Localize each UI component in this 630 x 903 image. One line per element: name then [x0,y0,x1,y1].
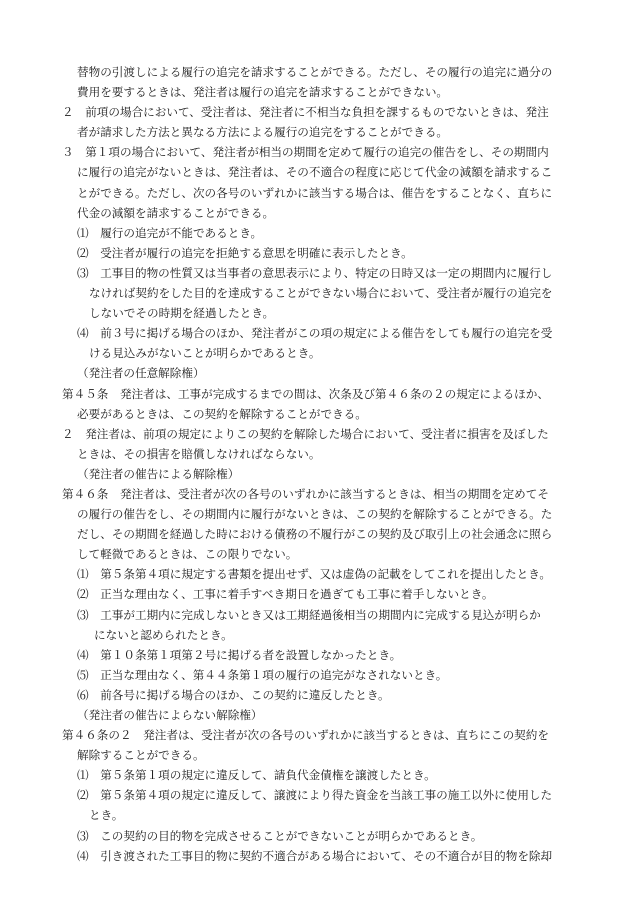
text-line: ときは、その損害を賠償しなければならない。 [77,446,321,461]
text-line: だし、その期間を経過した時における債務の不履行がこの契約及び取引上の社会通念に照ら [77,527,553,542]
text-line: ⑵ 受注者が履行の追完を拒絶する意思を明確に表示したとき。 [77,245,413,260]
text-line: 者が請求した方法と異なる方法による履行の追完をすることができる。 [77,125,449,140]
text-line: 第４５条 発注者は、工事が完成するまでの間は、次条及び第４６条の２の規定によるほか、 [62,386,549,401]
text-line: ⑵ 正当な理由なく、工事に着手すべき期日を過ぎても工事に着手しないとき。 [77,587,494,602]
section-heading: （発注者の催告によらない解除権） [77,708,263,722]
text-line: とができる。ただし、次の各号のいずれかに該当する場合は、催告をすることなく、直ちに [77,185,553,200]
text-line: ⑴ 履行の追完が不能であるとき。 [77,225,263,240]
text-line: 解除することができる。 [77,748,205,763]
text-line: ３ 第１項の場合において、発注者が相当の期間を定めて履行の追完の催告をし、その期間内 [62,145,549,160]
text-line: ける見込みがないことが明らかであるとき。 [89,346,321,361]
section-heading: （発注者の任意解除権） [77,366,205,381]
text-line: の履行の催告をし、その期間内に履行がないときは、この契約を解除することができる。た [77,507,553,522]
text-line: ⑶ この契約の目的物を完成させることができないことが明らかであるとき。 [77,828,483,843]
text-line: ⑹ 前各号に掲げる場合のほか、この契約に違反したとき。 [77,687,390,702]
text-line: 第４６条の２ 発注者は、受注者が次の各号のいずれかに該当するときは、直ちにこの契約を [62,728,549,743]
text-line: にないと認められたとき。 [94,627,233,642]
text-line: ⑴ 第５条第１項の規定に違反して、請負代金債権を譲渡したとき。 [77,768,436,783]
text-line: ２ 前項の場合において、受注者は、発注者に不相当な負担を課するものでないときは、発注 [62,105,549,120]
text-line: 替物の引渡しによる履行の追完を請求することができる。ただし、その履行の追完に過分の [77,65,553,79]
text-line: ⑷ 第１０条第１項第２号に掲げる者を設置しなかったとき。 [77,647,402,662]
text-line: に履行の追完がないときは、発注者は、その不適合の程度に応じて代金の減額を請求するこ [77,165,553,180]
text-line: ⑷ 引き渡された工事目的物に契約不適合がある場合において、その不適合が目的物を除却 [77,848,553,863]
text-line: ２ 発注者は、前項の規定によりこの契約を解除した場合において、受注者に損害を及ぼした [62,426,549,441]
text-line: ⑵ 第５条第４項の規定に違反して、譲渡により得た資金を当該工事の施工以外に使用した [77,788,553,803]
text-line: して軽微であるときは、この限りでない。 [77,547,298,562]
text-line: 第４６条 発注者は、受注者が次の各号のいずれかに該当するときは、相当の期間を定めてそ [62,486,549,501]
text-line: 必要があるときは、この契約を解除することができる。 [77,406,367,421]
text-line: ⑸ 正当な理由なく、第４４条第１項の履行の追完がなされないとき。 [77,667,448,682]
text-line: ⑴ 第５条第４項に規定する書類を提出せず、又は虚偽の記載をしてこれを提出したとき。 [77,567,551,582]
text-line: 代金の減額を請求することができる。 [77,205,275,220]
text-line: ⑶ 工事目的物の性質又は当事者の意思表示により、特定の日時又は一定の期間内に履行し [77,265,553,280]
section-heading: （発注者の催告による解除権） [77,466,240,481]
text-line: 費用を要するときは、発注者は履行の追完を請求することができない。 [77,85,449,100]
text-line: ⑷ 前３号に掲げる場合のほか、発注者がこの項の規定による催告をしても履行の追完を受 [77,326,553,341]
text-line: とき。 [89,808,124,823]
text-line: ⑶ 工事が工期内に完成しないとき又は工期経過後相当の期間内に完成する見込が明らか [77,607,541,622]
text-line: しないでその時期を経過したとき。 [89,306,275,321]
text-line: なければ契約をした目的を達成することができない場合において、受注者が履行の追完を [89,286,553,301]
